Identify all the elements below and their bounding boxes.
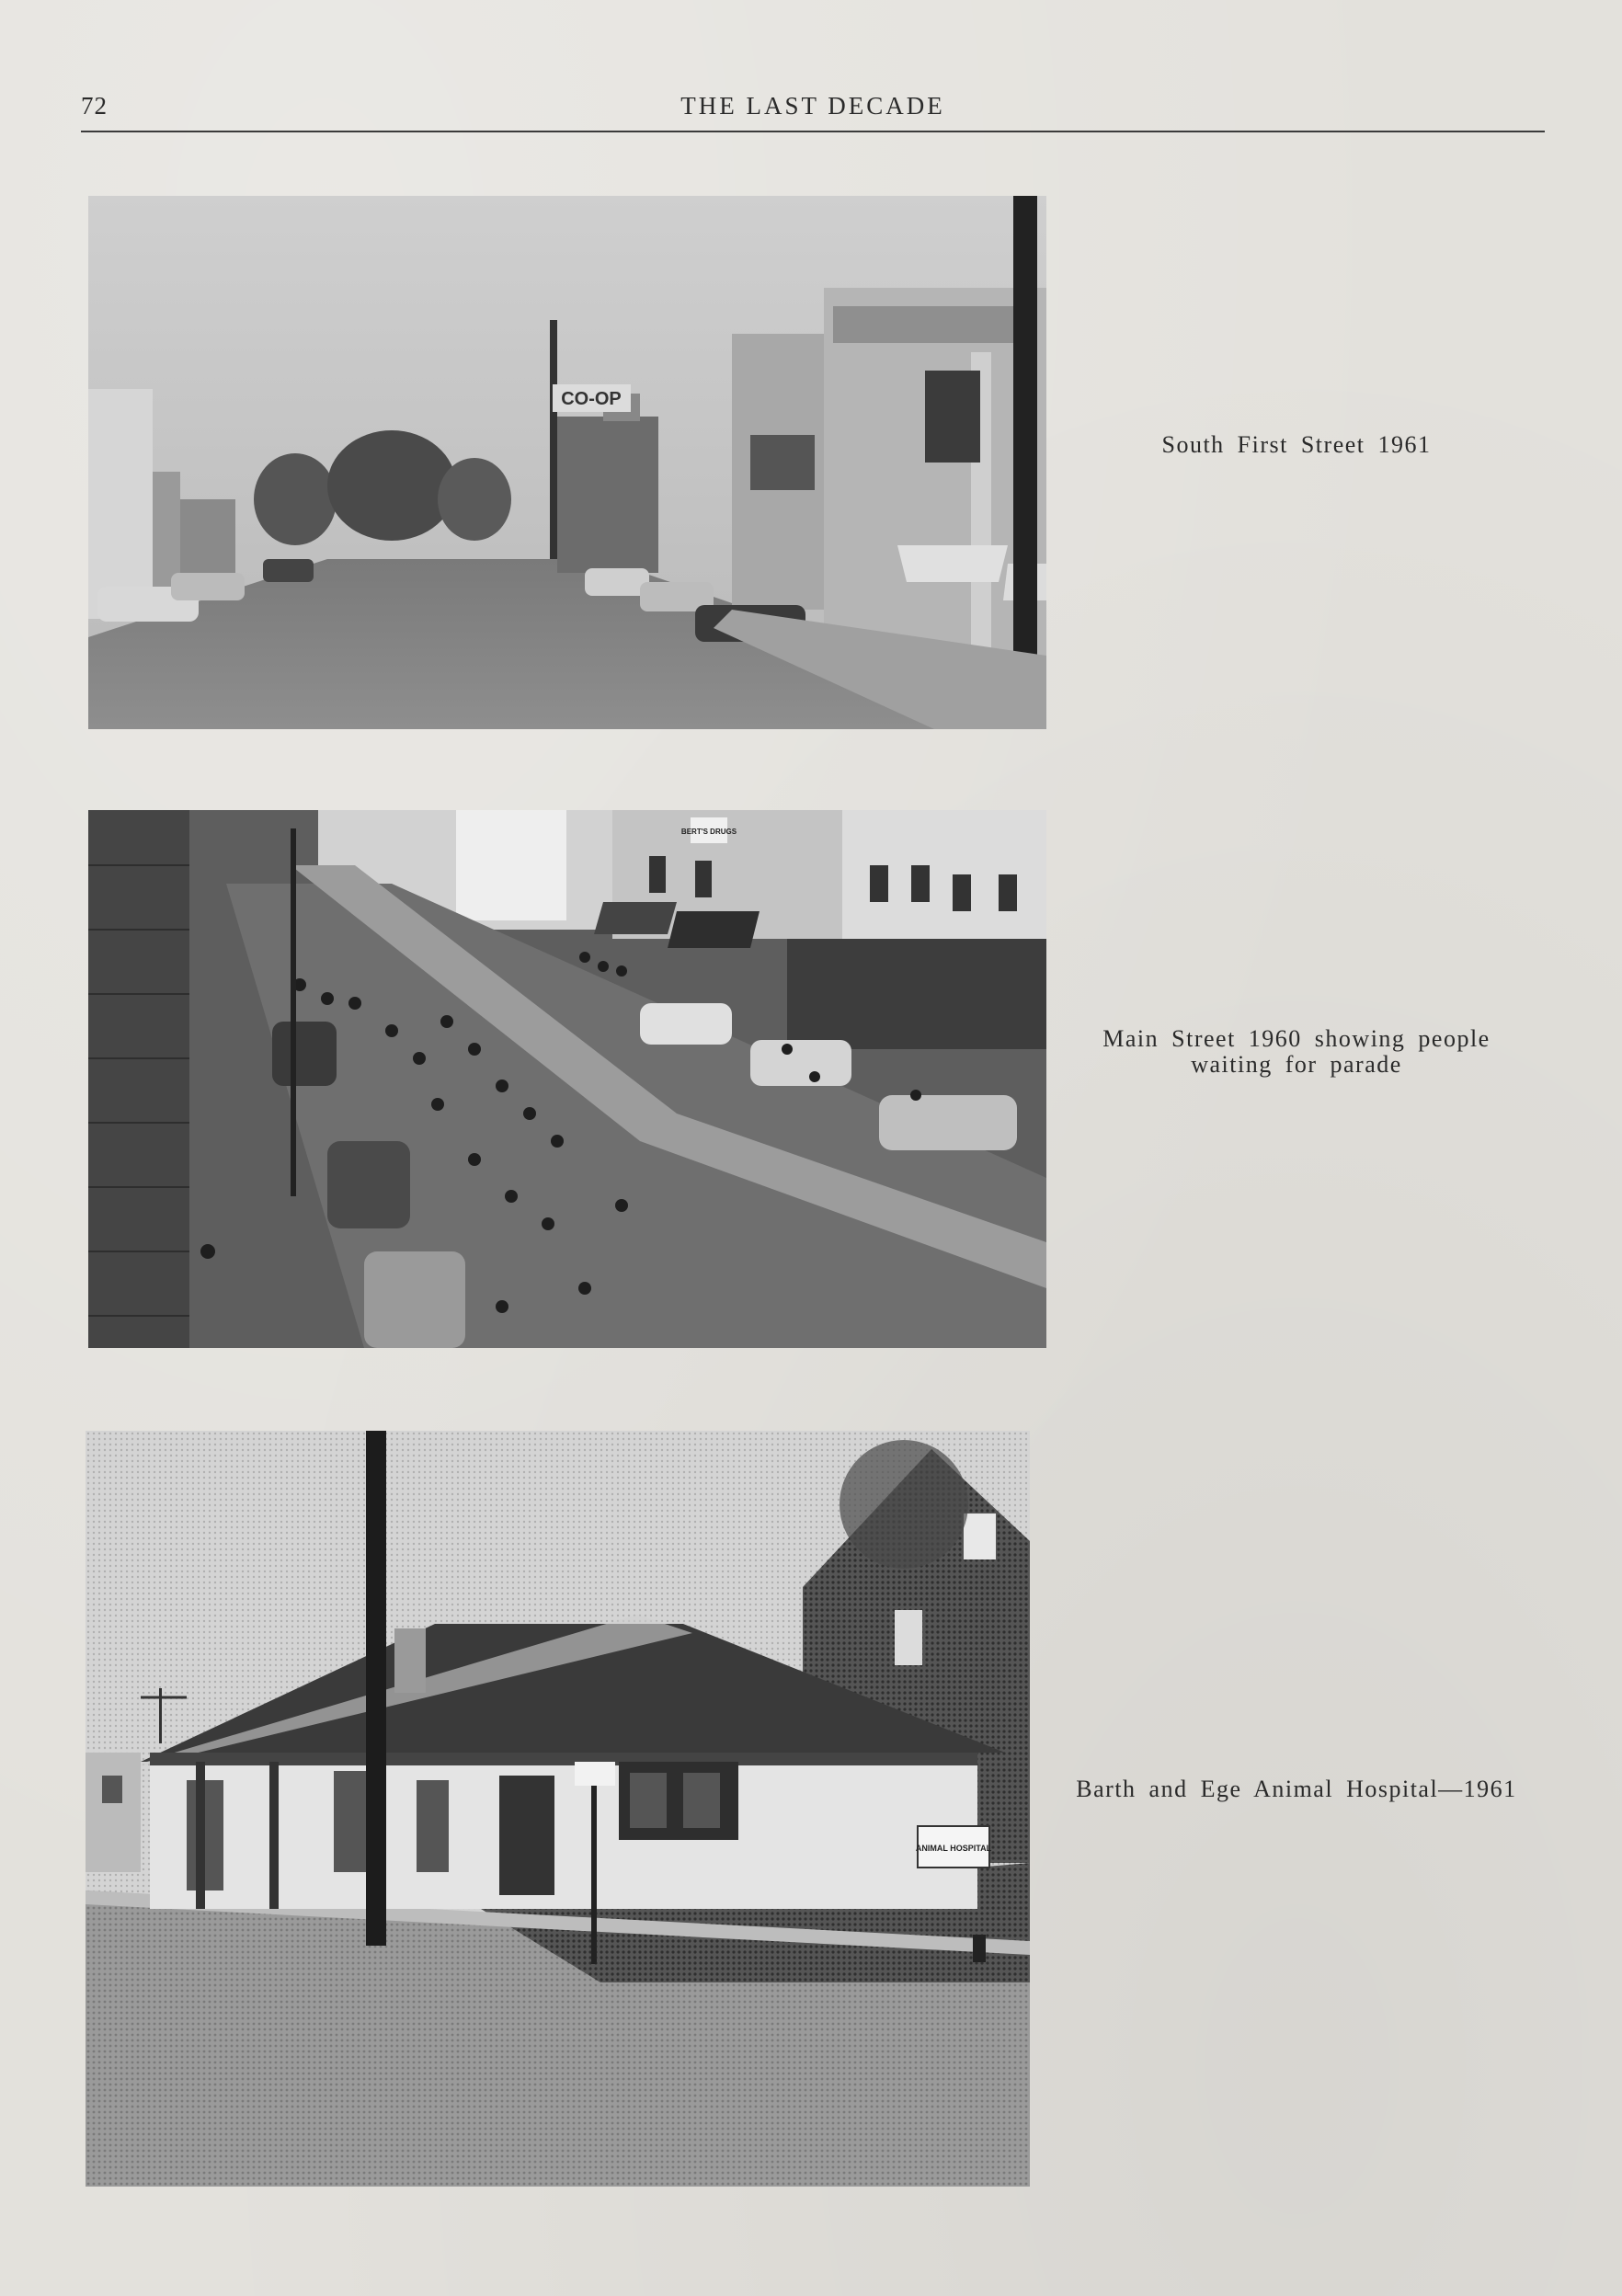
caption-main-street (1085, 1026, 1508, 1078)
hospital-sign-text: ANIMAL HOSPITAL (915, 1844, 992, 1853)
photo-main-street (88, 810, 1046, 1348)
drugs-sign-text: BERT'S DRUGS (680, 828, 737, 836)
photo-south-first-street (88, 196, 1046, 729)
caption-south-first-street: South First Street 1961 (1161, 431, 1432, 458)
coop-sign-text: CO-OP (561, 389, 622, 409)
caption-animal-hospital: Barth and Ege Animal Hospital—1961 (1076, 1776, 1517, 1802)
photo-animal-hospital (86, 1431, 1030, 2187)
page-header (81, 88, 1545, 132)
caption-main-street-line2: waiting for parade (1191, 1051, 1402, 1078)
page-number: 72 (81, 92, 108, 120)
running-title: THE LAST DECADE (680, 92, 945, 120)
caption-main-street-line1: Main Street 1960 showing people (1102, 1025, 1491, 1052)
